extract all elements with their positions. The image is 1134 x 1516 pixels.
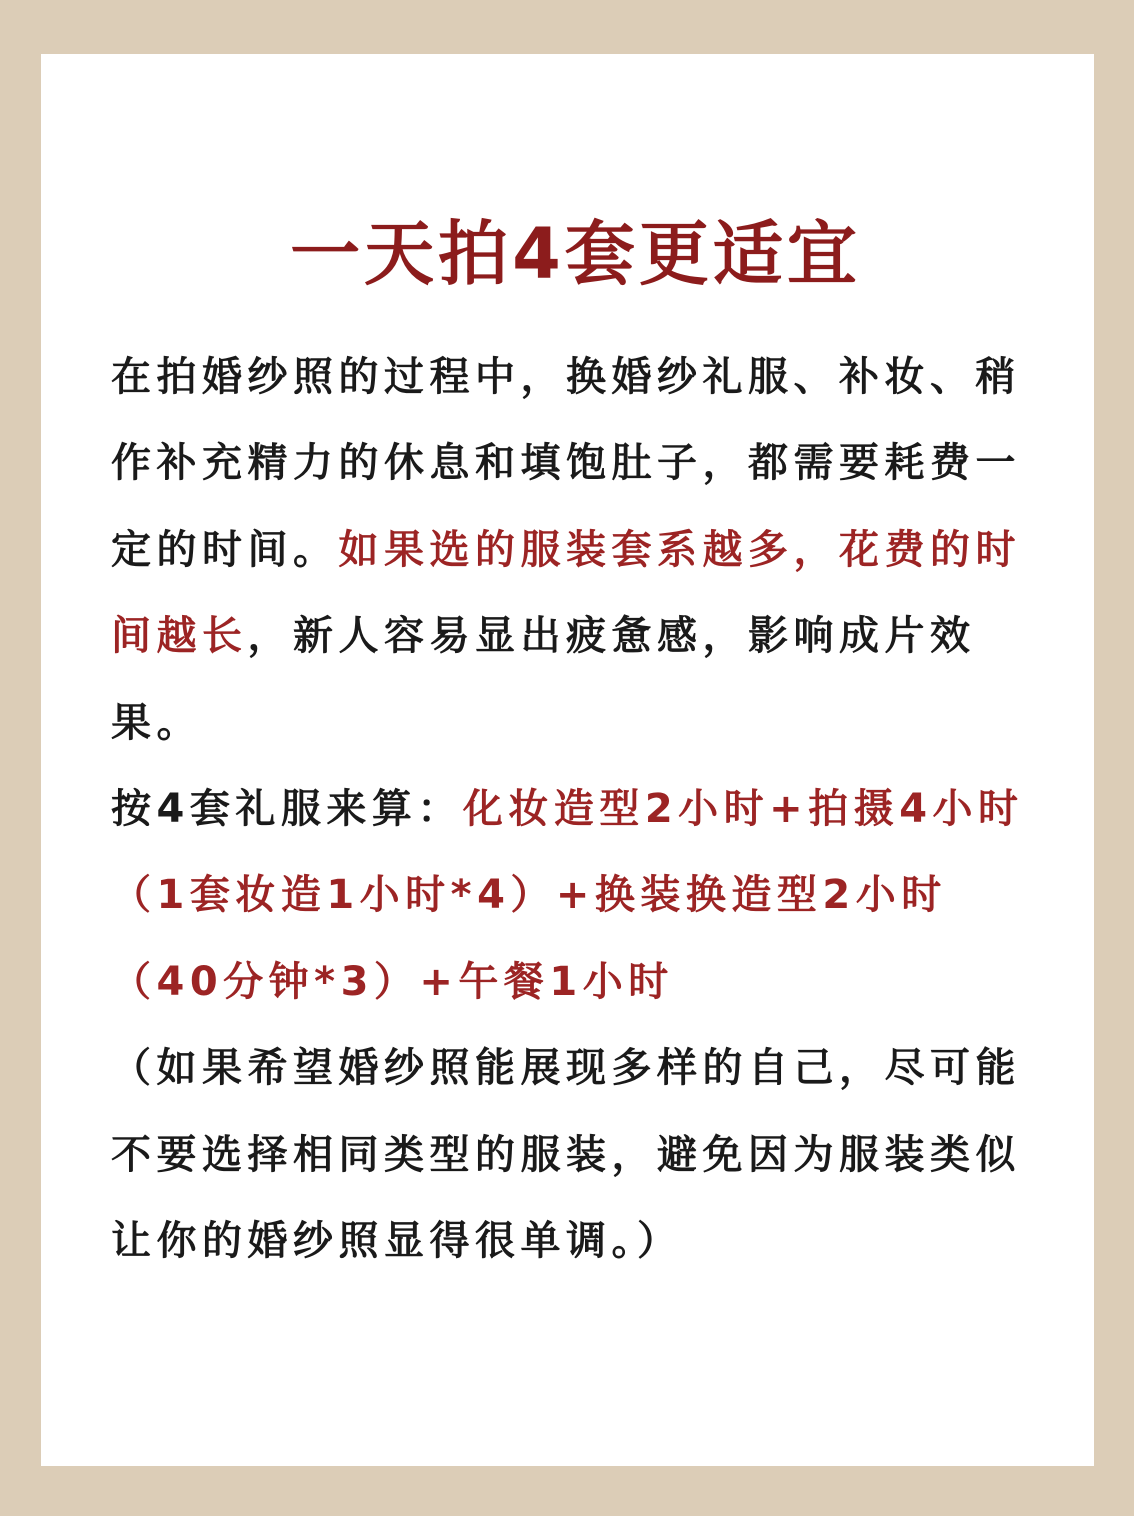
note-text: （如果希望婚纱照能展现多样的自己，尽可能不要选择相同类型的服装，避免因为服装类似让你的婚纱照显得很单调。） (111, 1045, 1021, 1265)
page-title: 一天拍4套更适宜 (290, 213, 861, 295)
schedule-lead: 按4套礼服来算： (111, 786, 463, 833)
paragraph-text: 在拍婚纱照的过程中，换婚纱礼服、补妆、稍作补充精力的休息和填饱肚子，都需要耗费一定的时间。 (111, 354, 1021, 573)
article-body (111, 334, 1051, 1284)
paragraph-time-cost (111, 334, 1051, 766)
highlight-text: 如果选的服装套系越多，花费的时间越长 (111, 526, 1021, 660)
schedule-calculation: 化妆造型2小时+拍摄4小时（1套妆造1小时*4）+换装换造型2小时（40分钟*3）+午餐1小时 (111, 786, 1024, 1005)
paragraph-schedule (111, 766, 1051, 1025)
content-card (41, 54, 1094, 1466)
paragraph-text: ，新人容易显出疲惫感，影响成片效果。 (111, 613, 976, 746)
paragraph-note (111, 1025, 1051, 1284)
